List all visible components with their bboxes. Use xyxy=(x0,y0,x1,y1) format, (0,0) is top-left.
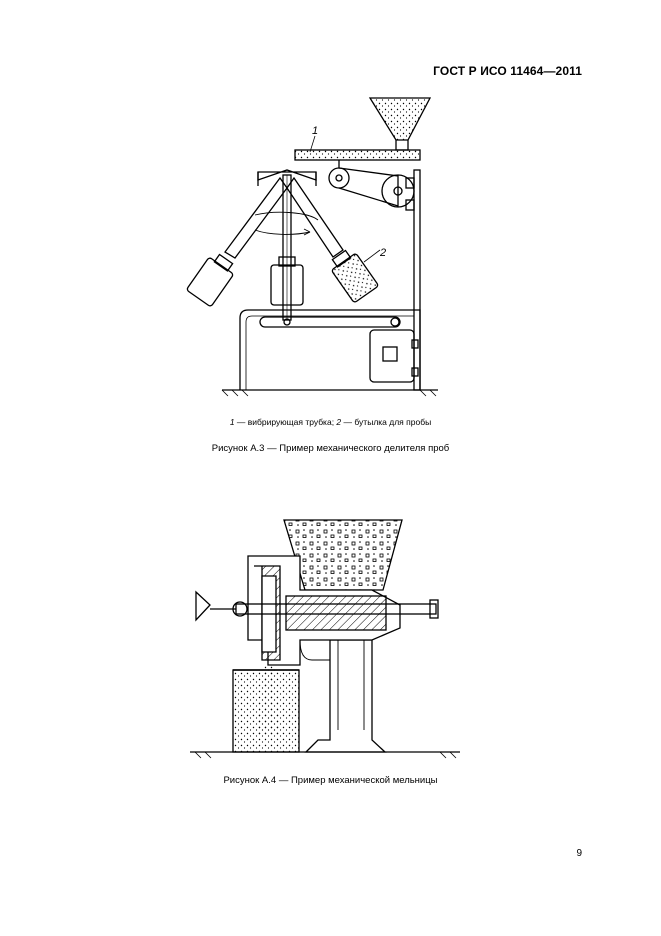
callout-1: 1 xyxy=(312,125,319,137)
figure-a3-legend xyxy=(0,417,661,427)
page-number: 9 xyxy=(576,848,582,859)
figure-a3-caption: Рисунок А.3 — Пример механического делителя проб xyxy=(211,443,450,454)
document-header: ГОСТ Р ИСО 11464—2011 xyxy=(433,64,582,78)
callout-2: 2 xyxy=(380,247,387,259)
figure-a4-caption: Рисунок А.4 — Пример механической мельницы xyxy=(223,775,438,786)
legend-item1-text: — вибрирующая трубка; xyxy=(234,417,337,427)
sample-divider-machine xyxy=(186,98,438,396)
legend-item2-number: 2 xyxy=(336,417,342,427)
legend-item2-text: — бутылка для пробы xyxy=(341,417,432,427)
mechanical-mill-drawing xyxy=(190,520,460,758)
legend-item1-number: 1 xyxy=(229,417,235,427)
